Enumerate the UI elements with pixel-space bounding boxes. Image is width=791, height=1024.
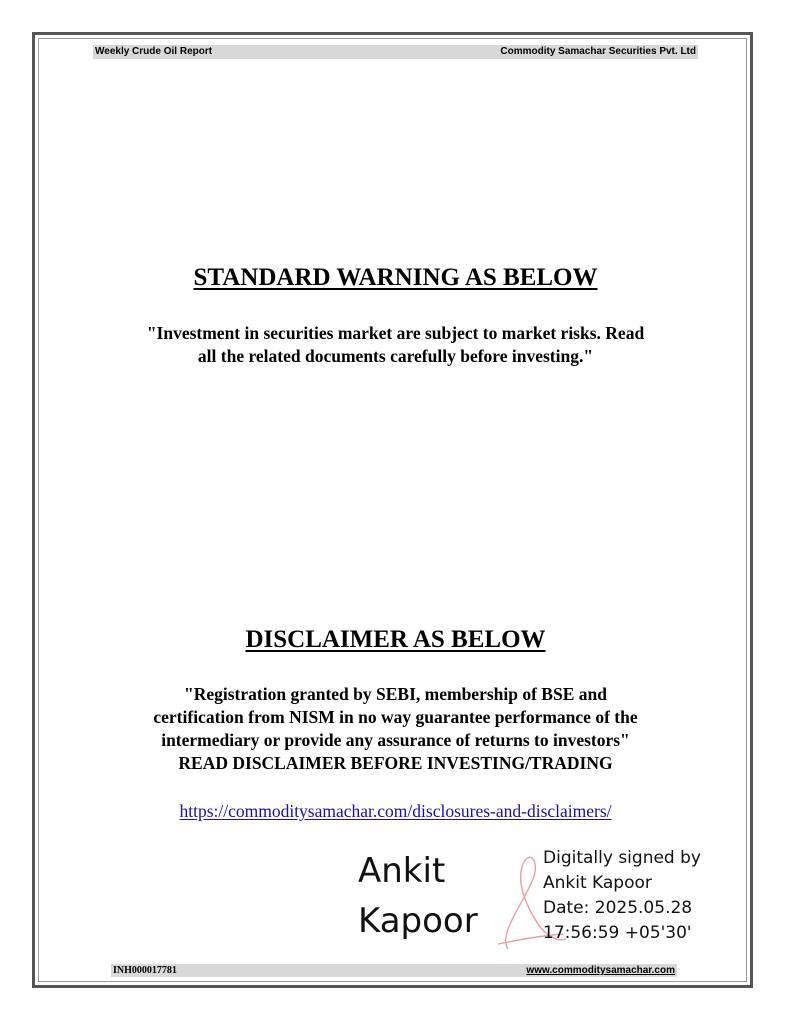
warning-line: "Investment in securities market are subject to market risks. Read [146, 323, 645, 343]
standard-warning-title: STANDARD WARNING AS BELOW [193, 264, 598, 291]
disclaimer-line: READ DISCLAIMER BEFORE INVESTING/TRADING [178, 753, 613, 773]
standard-warning-text [0, 322, 791, 368]
disclaimer-line: "Registration granted by SEBI, membership of BSE and [184, 684, 607, 704]
header-company-name: Commodity Samachar Securities Pvt. Ltd [500, 46, 696, 57]
footer-registration-number: INH000017781 [113, 965, 177, 976]
signature-name [358, 846, 478, 946]
signature-last-name: Kapoor [358, 901, 478, 941]
signature-detail-line: Date: 2025.05.28 [543, 898, 693, 918]
signature-detail-line: 17:56:59 +05'30' [543, 923, 692, 943]
page-footer [111, 964, 677, 977]
disclaimer-link[interactable]: https://commoditysamachar.com/disclosures-and-disclaimers/ [179, 801, 612, 821]
footer-website-link[interactable]: www.commoditysamachar.com [526, 965, 675, 976]
signature-detail-line: Digitally signed by [543, 848, 701, 868]
header-report-title: Weekly Crude Oil Report [95, 46, 213, 57]
page-header [93, 45, 698, 59]
disclaimer-title: DISCLAIMER AS BELOW [245, 626, 546, 653]
disclaimer-line: intermediary or provide any assurance of returns to investors" [161, 730, 630, 750]
signature-details [543, 846, 701, 946]
page-border-inner [38, 38, 747, 982]
page-border [32, 32, 753, 988]
disclaimer-line: certification from NISM in no way guarantee performance of the [153, 707, 638, 727]
disclaimer-text [0, 683, 791, 775]
signature-detail-line: Ankit Kapoor [543, 873, 652, 893]
signature-first-name: Ankit [358, 851, 446, 891]
warning-line: all the related documents carefully before investing." [197, 346, 594, 366]
